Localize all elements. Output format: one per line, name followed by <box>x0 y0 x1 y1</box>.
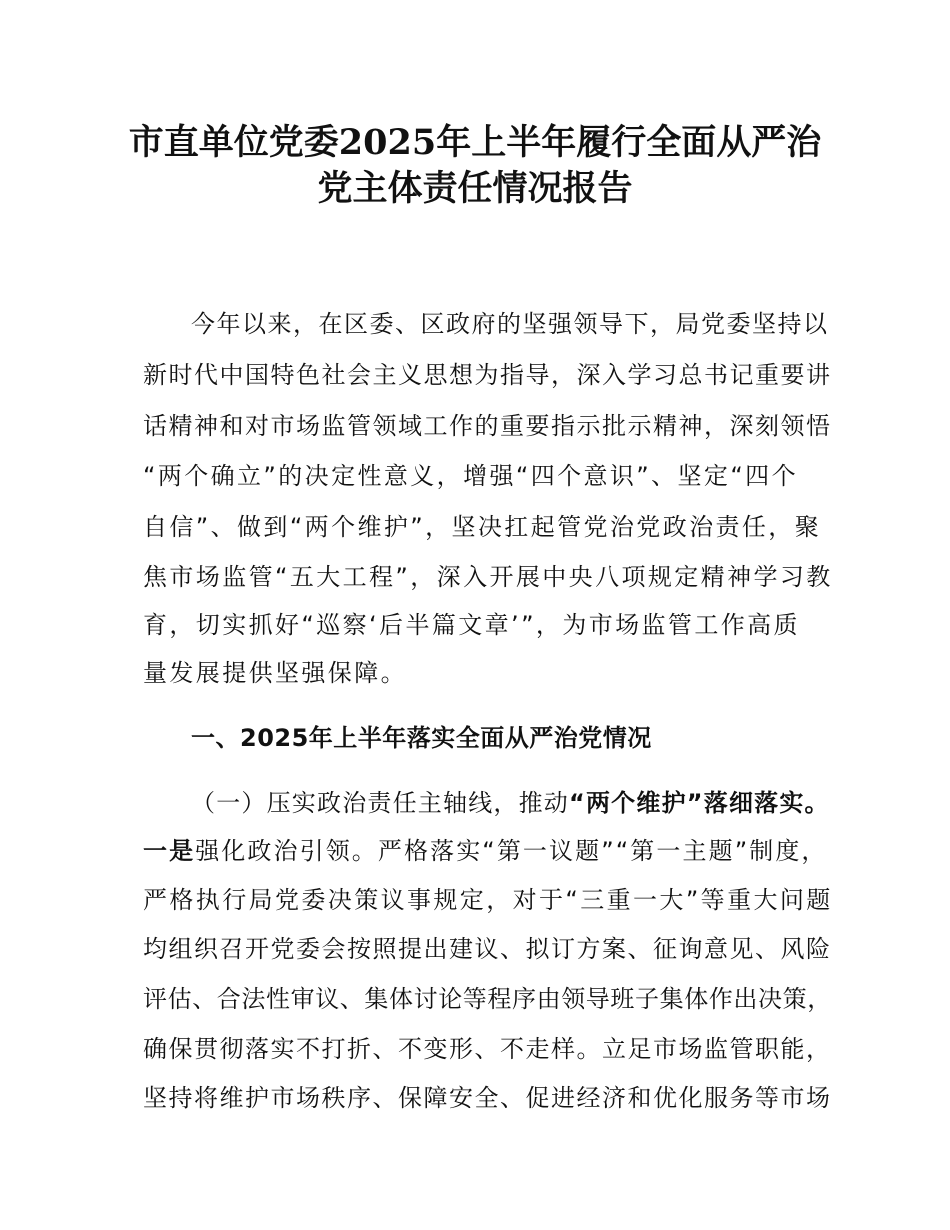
intro-paragraph-line: 量发展提供坚强保障。 <box>143 659 407 687</box>
body-line: 确保贯彻落实不打折、不变形、不走样。立足市场监管职能， <box>143 1035 832 1063</box>
subsection-heading-bold: “两个维护”落细落实。 <box>569 789 830 817</box>
intro-paragraph-line: “两个确立”的决定性意义，增强“四个意识”、坚定“四个 <box>143 462 798 490</box>
intro-paragraph-line: 新时代中国特色社会主义思想为指导，深入学习总书记重要讲 <box>143 361 832 389</box>
body-lead-bold: 一是 <box>143 837 196 865</box>
intro-paragraph-line: 焦市场监管“五大工程”，深入开展中央八项规定精神学习教 <box>143 563 833 591</box>
document-title-line-1: 市直单位党委2025年上半年履行全面从严治 <box>128 122 822 163</box>
subsection-heading <box>191 786 830 820</box>
intro-paragraph-line: 育，切实抓好“巡察‘后半篇文章’”，为市场监管工作高质 <box>143 611 800 639</box>
body-line-first <box>143 834 833 868</box>
body-lead-text: 强化政治引领。严格落实“第一议题”“第一主题”制度， <box>195 837 828 865</box>
body-line: 评估、合法性审议、集体讨论等程序由领导班子集体作出决策， <box>143 985 832 1013</box>
intro-paragraph-line: 自信”、做到“两个维护”，坚决扛起管党治党政治责任，聚 <box>143 513 822 541</box>
body-line: 严格执行局党委决策议事规定，对于“三重一大”等重大问题 <box>143 886 833 914</box>
intro-paragraph-line: 今年以来，在区委、区政府的坚强领导下，局党委坚持以 <box>191 310 829 338</box>
body-line: 均组织召开党委会按照提出建议、拟订方案、征询意见、风险 <box>143 935 832 963</box>
document-title-line-2: 党主体责任情况报告 <box>317 168 633 209</box>
subsection-heading-prefix: （一）压实政治责任主轴线，推动 <box>191 789 569 817</box>
intro-paragraph-line: 话精神和对市场监管领域工作的重要指示批示精神，深刻领悟 <box>143 412 832 440</box>
section-heading: 一、2025年上半年落实全面从严治党情况 <box>191 724 652 752</box>
body-line: 坚持将维护市场秩序、保障安全、促进经济和优化服务等市场 <box>143 1084 832 1112</box>
